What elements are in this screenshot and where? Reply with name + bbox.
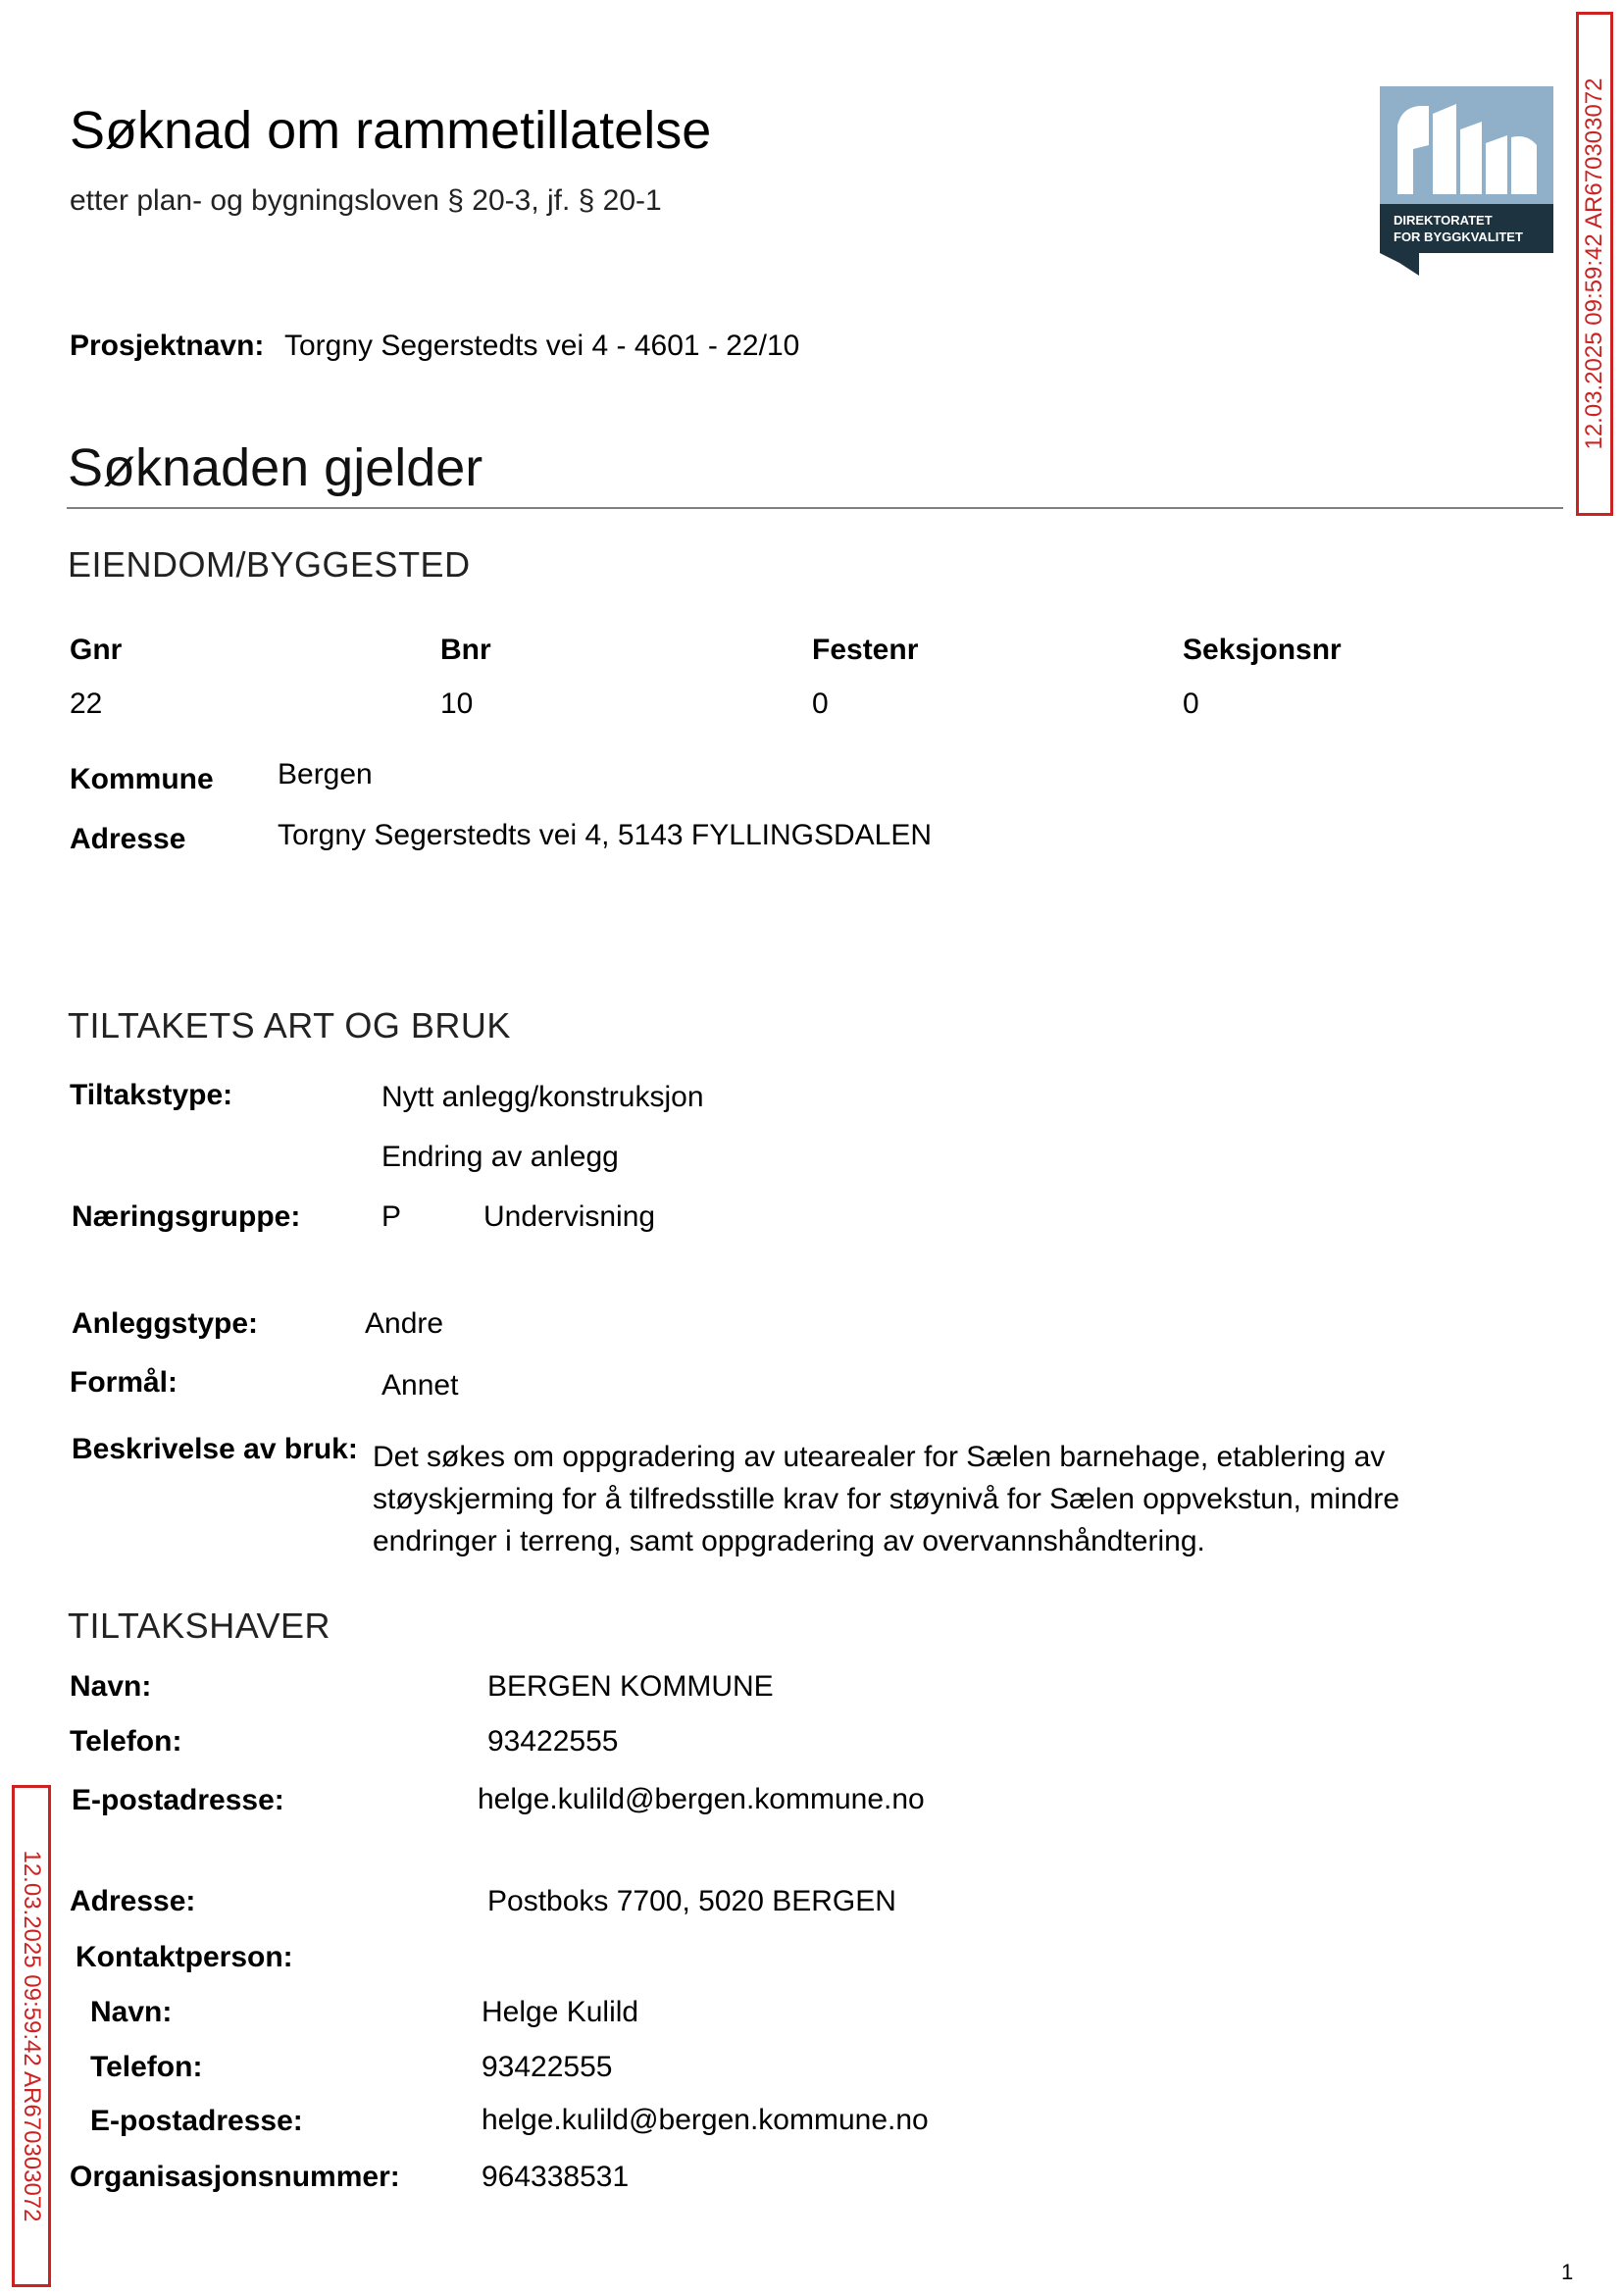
kontakt-navn-value: Helge Kulild bbox=[482, 1996, 639, 2028]
tiltakshaver-telefon-value: 93422555 bbox=[487, 1725, 619, 1758]
anleggstype-value: Andre bbox=[365, 1307, 444, 1340]
festenr-label: Festenr bbox=[812, 634, 919, 666]
tiltakshaver-navn-value: BERGEN KOMMUNE bbox=[487, 1670, 774, 1703]
page-number: 1 bbox=[1561, 2260, 1574, 2284]
eiendom-heading: EIENDOM/BYGGESTED bbox=[68, 544, 471, 585]
logo-text-line1: DIREKTORATET bbox=[1394, 213, 1493, 228]
tiltakshaver-epost-value: helge.kulild@bergen.kommune.no bbox=[478, 1783, 925, 1815]
tiltakshaver-navn-label: Navn: bbox=[70, 1670, 152, 1703]
naeringsgruppe-value: Undervisning bbox=[483, 1200, 656, 1233]
festenr-value: 0 bbox=[812, 688, 829, 720]
project-value: Torgny Segerstedts vei 4 - 4601 - 22/10 bbox=[284, 330, 800, 362]
adresse-value: Torgny Segerstedts vei 4, 5143 FYLLINGSDALEN bbox=[278, 819, 933, 851]
stamp-bottom bbox=[12, 1785, 51, 2287]
dibk-logo-graphic bbox=[1380, 86, 1553, 276]
kontakt-epost-label: E-postadresse: bbox=[90, 2105, 303, 2137]
anleggstype-label: Anleggstype: bbox=[72, 1307, 259, 1340]
orgnr-value: 964338531 bbox=[482, 2161, 630, 2193]
beskrivelse-line-2: støyskjerming for å tilfredsstille krav for støynivå for Sælen oppvekstun, mindre bbox=[373, 1483, 1400, 1515]
tiltakshaver-adresse-label: Adresse: bbox=[70, 1885, 196, 1917]
gnr-value: 22 bbox=[70, 688, 103, 720]
beskrivelse-line-3: endringer i terreng, samt oppgradering av overvannshåndtering. bbox=[373, 1525, 1205, 1557]
tiltakstype-label: Tiltakstype: bbox=[70, 1079, 233, 1111]
tiltakshaver-heading: TILTAKSHAVER bbox=[68, 1606, 331, 1646]
tiltakshaver-telefon-label: Telefon: bbox=[70, 1725, 182, 1758]
stamp-top bbox=[1576, 12, 1613, 516]
kommune-value: Bergen bbox=[278, 758, 373, 790]
bnr-label: Bnr bbox=[440, 634, 491, 666]
beskrivelse-value bbox=[373, 1436, 1471, 1562]
kontakt-telefon-value: 93422555 bbox=[482, 2051, 613, 2083]
section-title: Søknaden gjelder bbox=[68, 438, 483, 497]
tiltakstype-value-1: Nytt anlegg/konstruksjon bbox=[381, 1081, 704, 1113]
tiltakstype-value-2: Endring av anlegg bbox=[381, 1141, 619, 1173]
orgnr-label: Organisasjonsnummer: bbox=[70, 2161, 400, 2193]
kontakt-telefon-label: Telefon: bbox=[90, 2051, 203, 2083]
kontakt-navn-label: Navn: bbox=[90, 1996, 173, 2028]
bnr-value: 10 bbox=[440, 688, 474, 720]
project-label: Prosjektnavn: bbox=[70, 330, 265, 362]
stamp-bottom-text: 12.03.2025 09:59:42 AR670303072 bbox=[19, 1850, 45, 2222]
seksjonsnr-label: Seksjonsnr bbox=[1183, 634, 1342, 666]
document-subtitle: etter plan- og bygningsloven § 20-3, jf. § 20-1 bbox=[70, 184, 662, 217]
adresse-label: Adresse bbox=[70, 823, 186, 855]
beskrivelse-line-1: Det søkes om oppgradering av utearealer for Sælen barnehage, etablering av bbox=[373, 1441, 1386, 1473]
seksjonsnr-value: 0 bbox=[1183, 688, 1199, 720]
formal-value: Annet bbox=[381, 1369, 459, 1402]
tiltakshaver-epost-label: E-postadresse: bbox=[72, 1784, 284, 1816]
gnr-label: Gnr bbox=[70, 634, 123, 666]
kontaktperson-label: Kontaktperson: bbox=[76, 1941, 293, 1973]
tiltakshaver-adresse-value: Postboks 7700, 5020 BERGEN bbox=[487, 1885, 896, 1917]
tiltak-heading: TILTAKETS ART OG BRUK bbox=[68, 1005, 511, 1045]
section-rule bbox=[67, 507, 1563, 509]
naeringsgruppe-label: Næringsgruppe: bbox=[72, 1200, 301, 1233]
kommune-label: Kommune bbox=[70, 763, 214, 795]
dibk-logo bbox=[1380, 86, 1553, 276]
naeringsgruppe-code: P bbox=[381, 1200, 402, 1233]
formal-label: Formål: bbox=[70, 1366, 178, 1399]
stamp-top-text: 12.03.2025 09:59:42 AR670303072 bbox=[1581, 77, 1607, 450]
logo-text-line2: FOR BYGGKVALITET bbox=[1394, 229, 1523, 244]
beskrivelse-label: Beskrivelse av bruk: bbox=[72, 1433, 358, 1465]
document-title: Søknad om rammetillatelse bbox=[70, 101, 712, 160]
kontakt-epost-value: helge.kulild@bergen.kommune.no bbox=[482, 2104, 929, 2136]
